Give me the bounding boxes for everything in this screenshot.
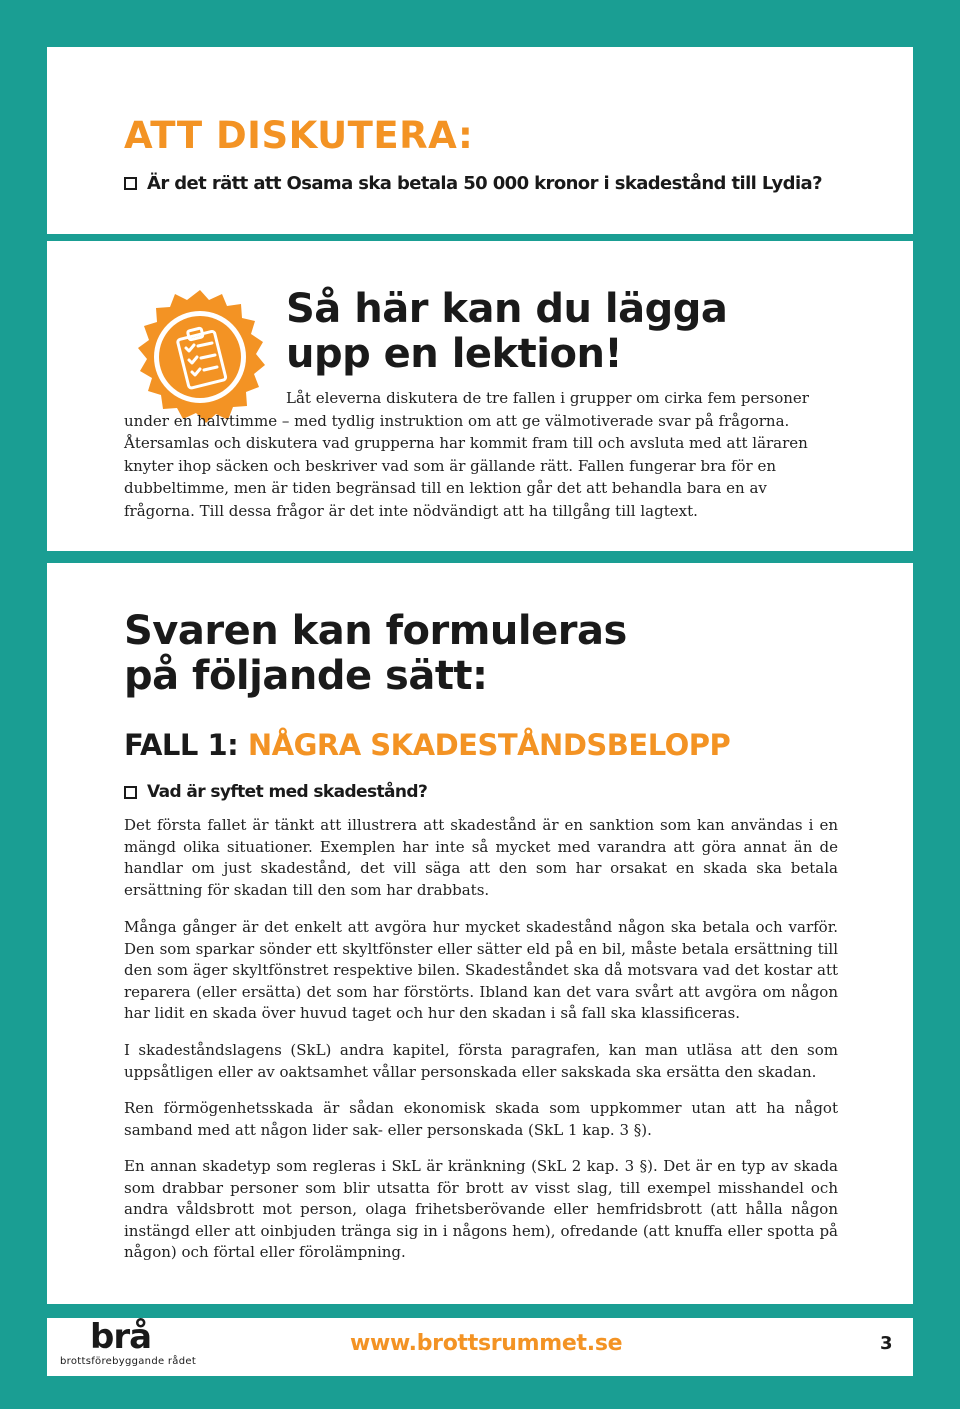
answer-paragraph: Det första fallet är tänkt att illustrera att skadestånd är en sanktion som kan användas i en mängd olika situationer. Exemplen har inte så mycket med varandra att göra annat än de handlar om just skadestånd, det vill säga att den som har orsakat en skada ska betala ersättning för skadan till den som har drabbats. (124, 816, 838, 899)
checkbox-icon (124, 177, 137, 190)
lesson-body: Låt eleverna diskutera de tre fallen i grupper om cirka fem personer under en halvtimme – med tydlig instruktion om att ge välmotiverade svar på frågorna. Återsamlas och diskutera vad grupperna har kommit fram till och avsluta med att läraren knyter ihop säcken och beskriver vad som är gällande rätt. Fallen fungerar bra för en dubbeltimme, men är tiden begränsad till en lektion går det att behandla bara en av frågorna. Till dessa frågor är det inte nödvändigt att ha tillgång till lagtext. (124, 389, 809, 520)
checkbox-icon (124, 786, 137, 799)
lesson-heading (286, 287, 727, 377)
logo-wordmark: brå (90, 1317, 152, 1357)
answers-question-text: Vad är syftet med skadestånd? (147, 782, 428, 802)
page-number: 3 (880, 1333, 893, 1354)
answer-paragraph: En annan skadetyp som regleras i SkL är kränkning (SkL 2 kap. 3 §). Det är en typ av skada som drabbar personer som blir utsatta för brott av visst slag, till exempel misshandel och andra våldsbrott mot person, olaga frihetsberövande eller hemfridsbrott (att hålla någon instängd eller att oinbjuden tränga sig in i någons hem), ofredande (att knuffa eller spotta på någon) och förtal eller förolämpning. (124, 1157, 838, 1262)
logo-subtitle: brottsförebyggande rådet (60, 1356, 197, 1367)
case-label: FALL 1: (124, 728, 239, 762)
bra-logo (60, 1317, 197, 1371)
answers-heading-line1: Svaren kan formuleras (124, 608, 627, 654)
case-heading (124, 728, 730, 762)
case-title: NÅGRA SKADESTÅNDSBELOPP (247, 728, 731, 762)
discussion-question (124, 173, 822, 194)
lesson-heading-line2: upp en lektion! (286, 331, 623, 378)
website-link[interactable]: www.brottsrummet.se (350, 1331, 623, 1356)
answers-heading (124, 609, 627, 699)
answers-heading-line2: på följande sätt: (124, 653, 488, 700)
answer-paragraph: Många gånger är det enkelt att avgöra hur mycket skadestånd någon ska betala och varför. Den som sparkar sönder ett skyltfönster eller sätter eld på en bil, måste betala ersättning till den som äger skyltfönstret respektive bilen. Skadeståndet ska då motsvara vad det kostar att reparera (eller ersätta) det som har förstörts. Ibland kan det vara svårt att avgöra om någon har lidit en skada över huvud taget och hur den skadan i så fall ska klassificeras. (124, 918, 838, 1023)
answers-question (124, 782, 427, 802)
answer-paragraph: I skadeståndslagens (SkL) andra kapitel, första paragrafen, kan man utläsa att den som uppsåtligen eller av oaktsamhet vållar personskada eller sakskada ska ersätta den skadan. (124, 1041, 838, 1081)
lesson-heading-line1: Så här kan du lägga (286, 286, 728, 332)
answer-paragraph: Ren förmögenhetsskada är sådan ekonomisk skada som uppkommer utan att ha något samband med att någon lider sak- eller personskada (SkL 1 kap. 3 §). (124, 1099, 838, 1139)
discussion-heading: ATT DISKUTERA: (124, 114, 474, 157)
discussion-question-text: Är det rätt att Osama ska betala 50 000 kronor i skadestånd till Lydia? (147, 173, 822, 194)
